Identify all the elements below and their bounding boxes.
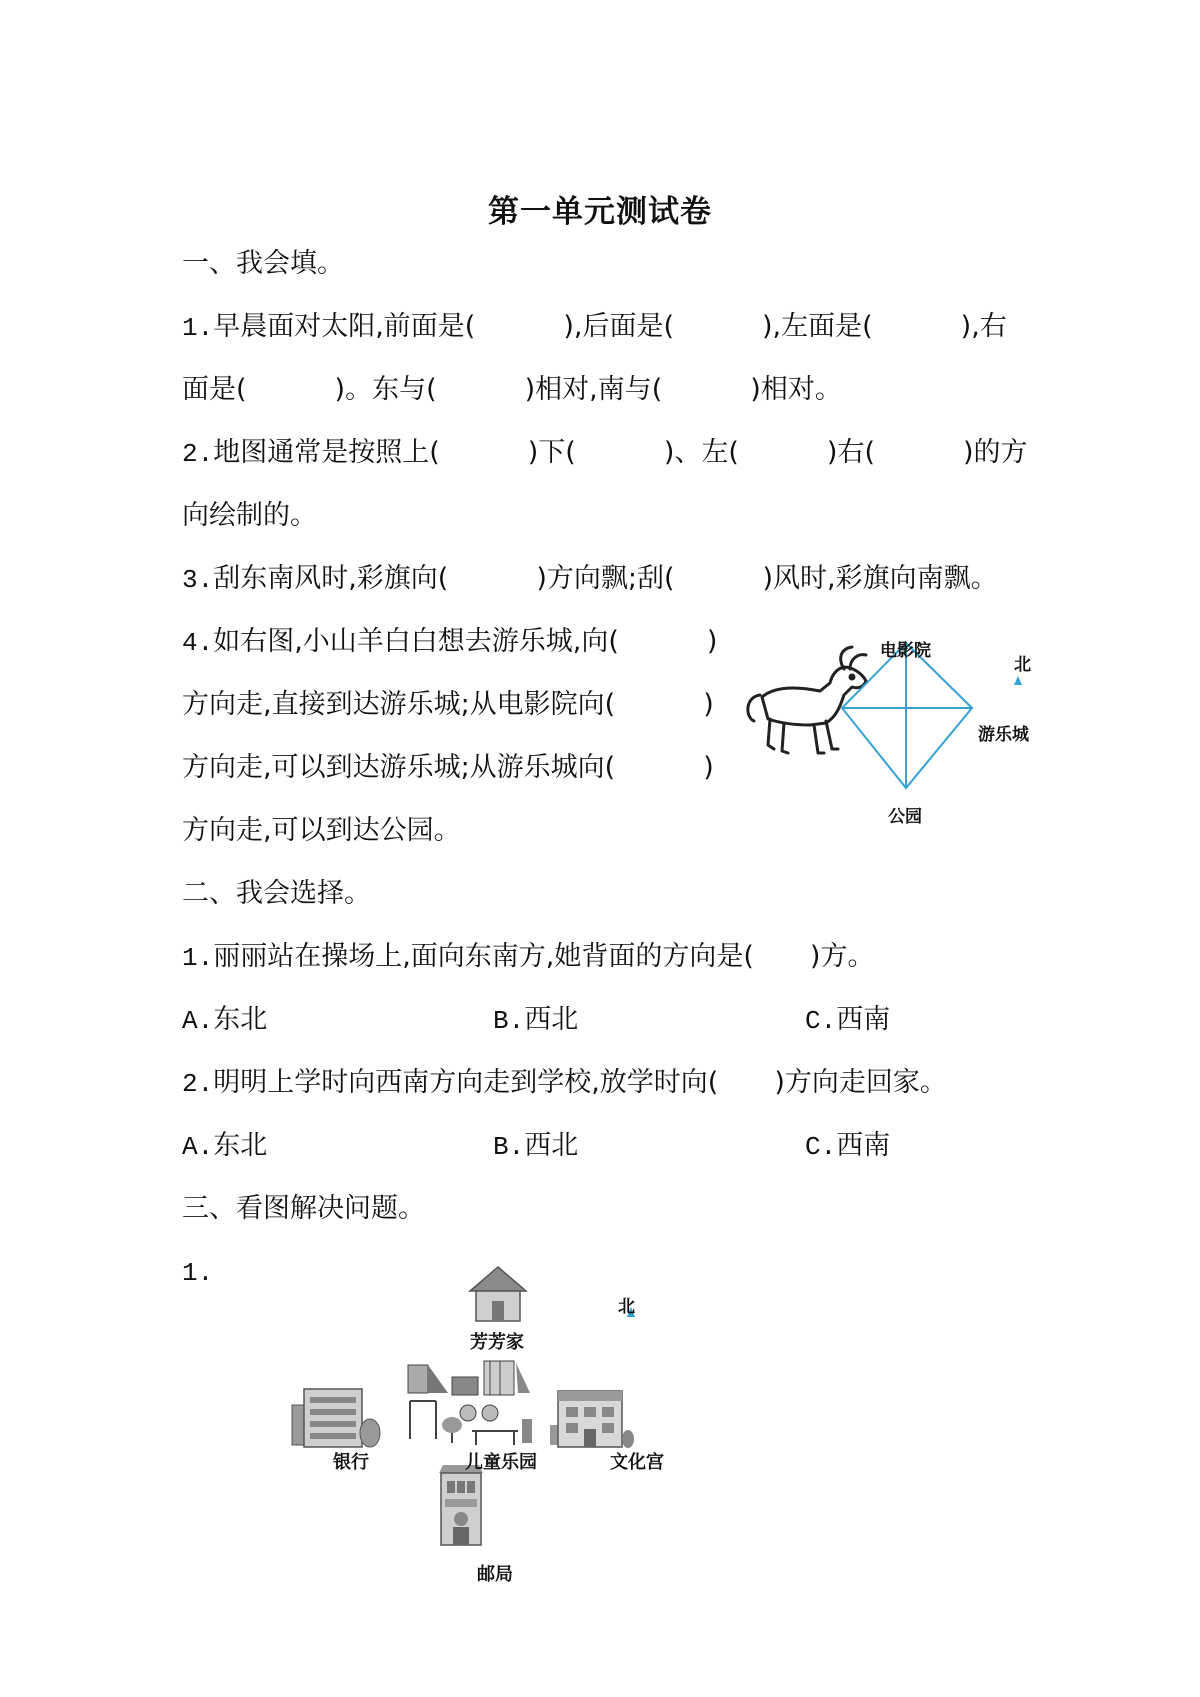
cultural-palace-icon — [550, 1391, 634, 1448]
question-1-2-line-1: 2.地图通常是按照上( )下( )、左( )右( )的方 — [182, 437, 1028, 469]
north-arrow-icon — [1014, 676, 1022, 685]
option-b[interactable]: B.西北 — [493, 1004, 579, 1036]
section-heading-1: 一、我会填。 — [182, 248, 344, 279]
question-number: 3. — [182, 565, 214, 595]
question-number: 1. — [182, 1258, 214, 1288]
label-post-office: 邮局 — [477, 1564, 513, 1585]
kite-route-lines — [842, 643, 972, 788]
label-cultural-palace: 文化宫 — [610, 1452, 664, 1473]
page-title: 第一单元测试卷 — [488, 194, 712, 230]
kite-map — [836, 638, 1076, 818]
question-1-2-line-2: 向绘制的。 — [182, 500, 317, 531]
question-1-4-line-2: 方向走,直接到达游乐城;从电影院向( ) — [182, 689, 714, 720]
question-1-4-line-1: 4.如右图,小山羊白白想去游乐城,向( ) — [182, 626, 718, 658]
question-1-1-line-2: 面是( )。东与( )相对,南与( )相对。 — [182, 374, 842, 405]
option-a[interactable]: A.东北 — [182, 1004, 268, 1036]
label-bank: 银行 — [333, 1452, 369, 1473]
post-office-icon — [439, 1465, 483, 1545]
option-b[interactable]: B.西北 — [493, 1130, 579, 1162]
section-heading-3: 三、看图解决问题。 — [182, 1193, 425, 1224]
town-map — [280, 1265, 720, 1585]
question-number: 2. — [182, 439, 214, 469]
label-amusement-city: 游乐城 — [978, 725, 1029, 745]
label-cinema: 电影院 — [880, 641, 931, 661]
north-label: 北 — [1014, 655, 1031, 675]
question-number: 4. — [182, 628, 214, 658]
section-heading-2: 二、我会选择。 — [182, 878, 371, 909]
question-number: 2. — [182, 1069, 214, 1099]
question-1-3: 3.刮东南风时,彩旗向( )方向飘;刮( )风时,彩旗向南飘。 — [182, 563, 998, 595]
question-1-4-line-3: 方向走,可以到达游乐城;从游乐城向( ) — [182, 752, 714, 783]
bank-icon — [292, 1389, 380, 1447]
question-2-2: 2.明明上学时向西南方向走到学校,放学时向( )方向走回家。 — [182, 1067, 947, 1099]
question-number: 1. — [182, 943, 214, 973]
question-number: 1. — [182, 313, 214, 343]
option-a[interactable]: A.东北 — [182, 1130, 268, 1162]
playground-icon — [408, 1361, 532, 1445]
house-icon — [470, 1267, 526, 1321]
option-c[interactable]: C.西南 — [805, 1130, 891, 1162]
north-label: 北 — [618, 1297, 635, 1317]
question-1-1-line-1: 1.早晨面对太阳,前面是( ),后面是( ),左面是( ),右 — [182, 311, 1007, 343]
question-1-4-line-4: 方向走,可以到达公园。 — [182, 815, 461, 846]
option-c[interactable]: C.西南 — [805, 1004, 891, 1036]
question-3-1 — [182, 1252, 213, 1293]
label-childrens-playground: 儿童乐园 — [465, 1452, 537, 1473]
label-park: 公园 — [888, 807, 922, 827]
label-fangfang-home: 芳芳家 — [470, 1332, 524, 1353]
question-2-1: 1.丽丽站在操场上,面向东南方,她背面的方向是( )方。 — [182, 941, 875, 973]
